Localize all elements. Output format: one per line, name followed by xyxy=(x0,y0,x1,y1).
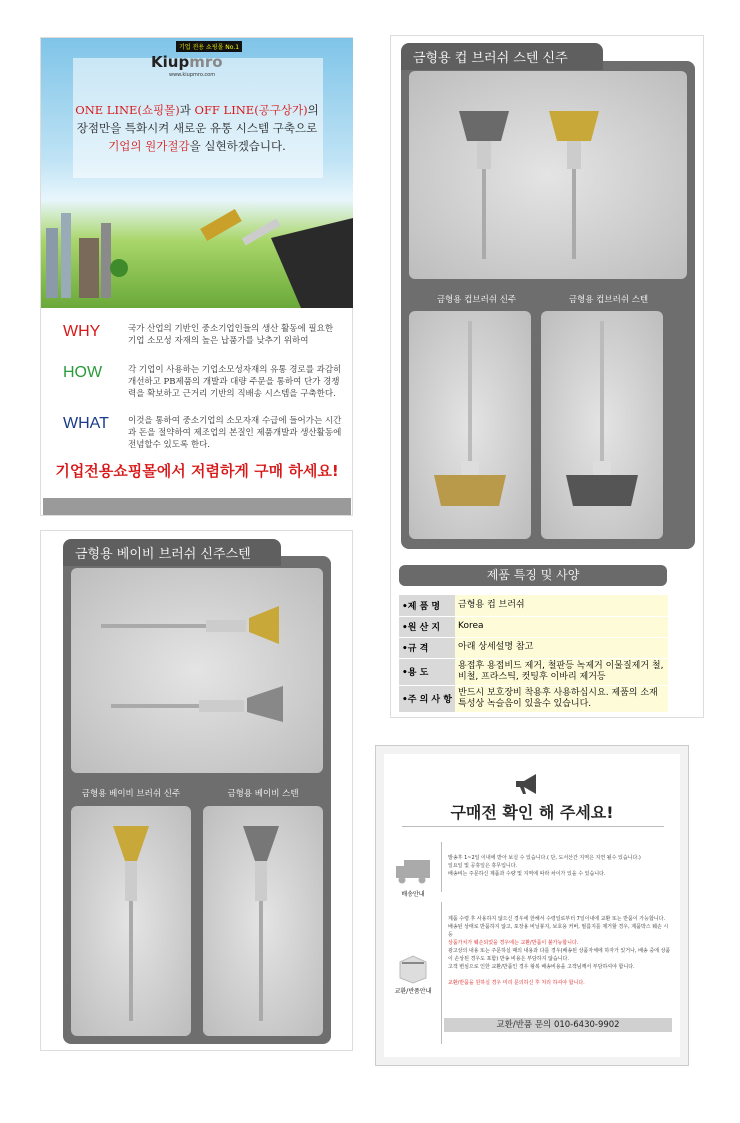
spec-value: 금형용 컵 브러쉬 xyxy=(455,595,668,616)
slogan-part: OFF LINE(공구상가) xyxy=(194,103,308,117)
how-text: 각 기업이 사용하는 기업소모성자재의 유통 경로를 과감히 개선하고 PB제품의 개발과 대량 주문을 통하여 단가 경쟁력을 확보하고 근거리 기반의 직배송 시스템을 구축한다. xyxy=(128,365,342,399)
brush-illustration xyxy=(409,311,531,539)
spec-key: •규 격 xyxy=(399,637,455,658)
info-line: 상품가치가 훼손되었을 경우에는 교환/반품이 불가능합니다. xyxy=(448,940,579,946)
spec-value: Korea xyxy=(455,616,668,637)
why-text: 국가 산업의 기반인 중소기업인들의 생산 활동에 필요한 기업 소모성 자재의 높은 납품가를 낮추기 위하여 xyxy=(128,324,334,346)
table-row xyxy=(399,658,668,685)
logo xyxy=(151,53,223,71)
section-title: 금형용 베이비 브러쉬 신주스텐 xyxy=(63,539,281,566)
spec-title: 제품 특징 및 사양 xyxy=(399,565,667,586)
divider-bar xyxy=(43,498,351,515)
slogan-part: 을 실현하겠습니다. xyxy=(189,139,286,153)
spec-key: •주 의 사 항 xyxy=(399,685,455,712)
spec-key: •원 산 지 xyxy=(399,616,455,637)
shipping-label: 배송안내 xyxy=(401,891,425,898)
purchase-notice xyxy=(375,745,689,1066)
banner-image xyxy=(41,38,353,308)
city-drill-illustration xyxy=(41,198,353,308)
logo-main: Kiup xyxy=(151,53,190,71)
what-text: 이것을 통하여 중소기업의 소모자재 수급에 들어가는 시간과 돈을 절약하여 제조업의 본질인 제품개발과 생산활동에 전념할수 있도록 한다. xyxy=(128,416,342,450)
info-line: 일요일 및 공휴일은 휴무입니다. xyxy=(448,863,518,869)
contact-bar: 교환/반품 문의 010-6430-9902 xyxy=(444,1018,672,1032)
box-icon xyxy=(398,954,428,984)
how-row xyxy=(63,364,343,400)
spec-value: 반드시 보호장비 착용후 사용하십시요. 제품의 소재 특성상 녹슬음이 있을수 있습니다. xyxy=(455,685,668,712)
brush-illustration xyxy=(541,311,663,539)
why-row xyxy=(63,323,343,347)
spec-key: •제 품 명 xyxy=(399,595,455,616)
slogan-part: 과 xyxy=(179,103,195,117)
notice-title: 구매전 확인 해 주세요! xyxy=(450,803,614,822)
product-photo-cup-brass xyxy=(409,311,531,539)
buy-slogan: 기업전용쇼핑몰에서 저렴하게 구매 하세요! xyxy=(55,462,339,480)
brush-illustration xyxy=(203,806,323,1036)
logo-sub: mro xyxy=(189,53,223,71)
logo-tag: 기업 전용 쇼핑몰 No.1 xyxy=(176,41,242,52)
brush-illustration xyxy=(71,568,323,773)
caption-stainless: 금형용 베이비 스텐 xyxy=(227,789,299,799)
product-photo-baby-both xyxy=(71,568,323,773)
how-label: HOW xyxy=(63,364,103,381)
info-line: 배송된 상태로 반품하지 않고, 포장용 비닐봉지, 보호용 커버, 필름지를 제거할 경우, 제품박스 훼손 시등 xyxy=(448,924,669,938)
divider xyxy=(441,842,442,892)
divider xyxy=(441,902,442,1044)
table-row xyxy=(399,616,668,637)
logo-url: www.kiupmro.com xyxy=(169,72,216,78)
slogan-part: ONE LINE(쇼핑몰) xyxy=(75,103,180,117)
table-row xyxy=(399,685,668,712)
table-row xyxy=(399,637,668,658)
caption-brass: 금형용 베이비 브러쉬 신주 xyxy=(81,789,181,799)
product-photo-baby-brass xyxy=(71,806,191,1036)
product-photo-cup-stainless xyxy=(541,311,663,539)
why-label: WHY xyxy=(63,323,101,340)
divider xyxy=(402,826,664,827)
brush-illustration xyxy=(409,71,687,279)
product-photo-cup-both xyxy=(409,71,687,279)
product-photo-baby-stainless xyxy=(203,806,323,1036)
caption-stainless: 금형용 컵브러쉬 스텐 xyxy=(568,295,649,305)
return-info xyxy=(448,915,673,987)
return-warning: 교환/반품을 원하실 경우 미리 문의하신 후 처리 하셔야 합니다. xyxy=(448,980,585,986)
baby-brush-panel xyxy=(40,530,353,1051)
table-row xyxy=(399,595,668,616)
section-title: 금형용 컵 브러쉬 스텐 신주 xyxy=(401,43,603,70)
spec-value: 아래 상세설명 참고 xyxy=(455,637,668,658)
slogan-part: 의 xyxy=(307,103,319,117)
spec-value: 용접후 용접비드 제거, 철판등 녹제거 이물질제거 철, 비철, 프라스틱, 컷팅후 이바리 제거등 xyxy=(455,658,668,685)
info-line: 광고상의 내용 또는 주문하실 때의 내용과 다를 경우(배송된 상품자체에 하자가 있거나, 배송 중에 상품이 손상된 경우도 포함) 반송 비용은 부담하지 않습니다. xyxy=(448,948,671,962)
notice-inner xyxy=(384,754,680,1057)
slogan xyxy=(41,101,353,155)
info-line: 고객 변심으로 인한 교환/반품인 경우 왕복 배송비용을 고객님께서 부담하셔야 합니다. xyxy=(448,964,635,970)
info-line: 제품 수령 후 사용하지 않으신 경우에 한해서 수령일로부터 7일이내에 교환 또는 반품이 가능합니다. xyxy=(448,916,666,922)
what-row xyxy=(63,415,343,451)
company-intro-panel xyxy=(40,37,353,516)
shipping-info xyxy=(448,854,673,878)
info-line: 배송비는 주문하신 제품과 수량 및 지역에 따라 차이가 있을 수 있습니다. xyxy=(448,871,606,877)
slogan-part: 기업의 원가절감 xyxy=(108,139,190,153)
slogan-line2: 장점만을 특화시켜 새로운 유통 시스템 구축으로 xyxy=(76,121,318,135)
spec-key: •용 도 xyxy=(399,658,455,685)
spec-table xyxy=(399,595,668,713)
caption-brass: 금형용 컵브러쉬 신주 xyxy=(436,295,517,305)
what-label: WHAT xyxy=(63,415,109,432)
truck-icon xyxy=(396,860,430,884)
brush-illustration xyxy=(71,806,191,1036)
return-label: 교환/반품안내 xyxy=(394,988,432,995)
info-line: 발송후 1~2일 이내에 받아 보실 수 있습니다.( 단, 도서산간 지역은 지연 될수 있습니다.) xyxy=(448,855,641,861)
megaphone-icon xyxy=(512,772,542,796)
